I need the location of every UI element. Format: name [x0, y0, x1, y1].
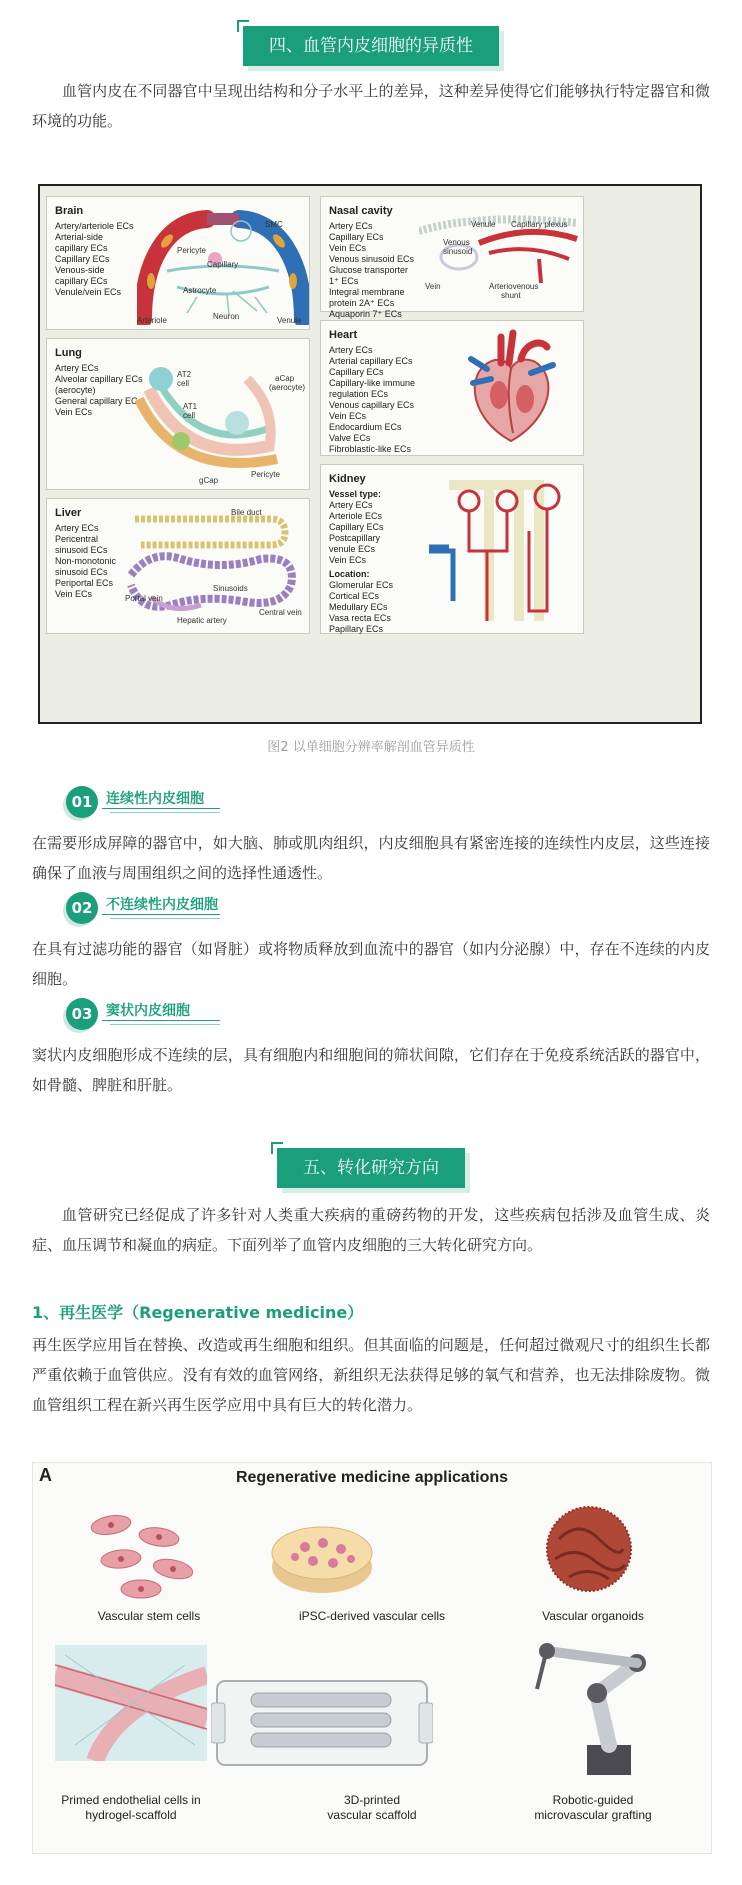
label-hydrogel-scaffold: Primed endothelial cells in hydrogel-scaffold	[61, 1793, 201, 1822]
nasal-label-venule: Venule	[471, 220, 496, 229]
lung-label-at2b: cell	[177, 379, 190, 388]
regen-title: 1、再生医学（Regenerative medicine）	[32, 1303, 364, 1322]
type-02-title: 不连续性内皮细胞	[106, 897, 218, 913]
lung-label-at2a: AT2	[177, 370, 192, 379]
section4-title: 四、血管内皮细胞的异质性	[243, 26, 499, 66]
robotic-arm-illustration	[517, 1633, 667, 1783]
section5-intro: 血管研究已经促成了许多针对人类重大疾病的重磅药物的开发，这些疾病包括涉及血管生成、炎症、血压调节和凝血的病症。下面列举了血管内皮细胞的三大转化研究方向。	[32, 1206, 710, 1254]
label-vascular-organoids: Vascular organoids	[542, 1609, 644, 1623]
panel-lung	[46, 338, 310, 490]
type-02-underline	[102, 914, 220, 915]
brain-label-venule: Venule	[277, 316, 302, 325]
heart-illustration	[461, 329, 561, 449]
figure2-title: Regenerative medicine applications	[235, 1469, 509, 1486]
lung-label-at1a: AT1	[183, 402, 198, 411]
type-01-text: 在需要形成屏障的器官中，如大脑、肺或肌肉组织，内皮细胞具有紧密连接的连续性内皮层，这些连接确保了血液与周围组织之间的选择性通透性。	[32, 834, 710, 882]
liver-label-hepatic: Hepatic artery	[177, 616, 227, 625]
nasal-label-shunt1: Arteriovenous	[489, 282, 539, 291]
panel-nasal-list: Artery ECs Capillary ECs Vein ECs Venous sinusoid ECs Glucose transporter 1⁺ ECs Integral membrane protein 2A⁺ ECs Aquaporin 7⁺ ECs	[329, 221, 415, 319]
panel-heart-title: Heart	[329, 329, 358, 341]
nasal-label-shunt2: shunt	[501, 291, 521, 300]
nasal-vessels-illustration	[419, 203, 581, 307]
printed-scaffold-illustration	[211, 1673, 433, 1773]
section5-header-wrap	[0, 1148, 742, 1188]
panel-kidney	[320, 464, 584, 634]
type-03-header	[66, 998, 266, 1032]
kidney-vessel-type: Vessel type:	[329, 489, 382, 499]
kidney-list-vessels: Artery ECs Arteriole ECs Capillary ECs Postcapillary venule ECs Vein ECs	[329, 500, 384, 565]
label-ipsc-vascular-cells: iPSC-derived vascular cells	[298, 1609, 446, 1623]
liver-label-sinusoids: Sinusoids	[213, 584, 248, 593]
lung-label-acap2: (aerocyte)	[269, 383, 306, 392]
lung-alveolus-illustration	[127, 349, 307, 487]
panel-lung-list: Artery ECs Alveolar capillary ECs (aerocyte) General capillary ECs Vein ECs	[55, 363, 143, 417]
liver-label-central: Central vein	[259, 608, 302, 617]
organoid-illustration	[539, 1499, 639, 1599]
kidney-location: Location:	[329, 569, 370, 579]
panel-brain-title: Brain	[55, 205, 84, 217]
panel-kidney-title: Kidney	[329, 473, 366, 485]
type-02-header	[66, 892, 266, 926]
stem-cells-illustration	[81, 1503, 211, 1603]
panel-liver	[46, 498, 310, 634]
type-03-underline	[102, 1020, 220, 1021]
type-03-text: 窦状内皮细胞形成不连续的层，具有细胞内和细胞间的筛状间隙，它们存在于免疫系统活跃的器官中，如骨髓、脾脏和肝脏。	[32, 1046, 710, 1094]
brain-label-neuron: Neuron	[213, 312, 240, 321]
type-03-underline-secondary	[110, 1024, 220, 1025]
panel-lung-title: Lung	[55, 347, 82, 359]
type-02-number: 02	[66, 892, 98, 924]
brain-label-capillary: Capillary	[207, 260, 239, 269]
ipsc-dish-illustration	[267, 1497, 377, 1601]
nasal-label-vein: Vein	[425, 282, 441, 291]
panel-nasal-title: Nasal cavity	[329, 205, 393, 217]
hydrogel-scaffold-illustration	[55, 1645, 207, 1761]
type-02-text: 在具有过滤功能的器官（如肾脏）或将物质释放到血流中的器官（如内分泌腺）中，存在不连续的内皮细胞。	[32, 940, 710, 988]
liver-lobule-illustration	[121, 505, 307, 629]
lung-label-acap1: aCap	[275, 374, 295, 383]
panel-brain	[46, 196, 310, 330]
type-01-number: 01	[66, 786, 98, 818]
liver-label-portal: Portal vein	[125, 594, 163, 603]
kidney-list-location: Glomerular ECs Cortical ECs Medullary ECs Vasa recta ECs Papillary ECs	[329, 580, 394, 634]
panel-liver-title: Liver	[55, 507, 82, 519]
figure2-letter: A	[39, 1465, 52, 1485]
figure1-caption: 图2 以单细胞分辨率解剖血管异质性	[267, 740, 475, 755]
type-01-underline-secondary	[110, 812, 220, 813]
brain-vessels-illustration	[137, 201, 309, 325]
regen-text: 再生医学应用旨在替换、改造或再生细胞和组织。但其面临的问题是，任何超过微观尺寸的组织生长都严重依赖于血管供应。没有有效的血管网络，新组织无法获得足够的氧气和营养，也无法排除废物。微血管组织工程在新兴再生医学应用中具有巨大的转化潜力。	[32, 1336, 710, 1414]
panel-heart-list: Artery ECs Arterial capillary ECs Capillary ECs Capillary-like immune regulation ECs Venous capillary ECs Vein ECs Endocardium ECs Valve ECs Fibroblastic-like ECs	[329, 345, 416, 454]
type-02-underline-secondary	[110, 918, 220, 919]
brain-label-pericyte: Pericyte	[177, 246, 206, 255]
type-03-title: 窦状内皮细胞	[106, 1003, 190, 1019]
label-vascular-stem-cells: Vascular stem cells	[97, 1609, 201, 1623]
lung-label-gcap: gCap	[199, 476, 219, 485]
type-03-number: 03	[66, 998, 98, 1030]
kidney-nephron-illustration	[429, 471, 579, 629]
brain-label-astrocyte: Astrocyte	[183, 286, 217, 295]
panel-brain-list: Artery/arteriole ECs Arterial-side capillary ECs Capillary ECs Venous-side capillary ECs Venule/vein ECs	[55, 221, 134, 297]
panel-heart	[320, 320, 584, 456]
panel-liver-list: Artery ECs Pericentral sinusoid ECs Non-monotonic sinusoid ECs Periportal ECs Vein ECs	[55, 523, 117, 599]
nasal-label-sinusoid2: sinusoid	[443, 247, 473, 256]
section5-title: 五、转化研究方向	[277, 1148, 465, 1188]
section4-header-wrap	[0, 26, 742, 66]
figure-vascular-heterogeneity	[38, 184, 702, 724]
nasal-label-sinusoid1: Venous	[443, 238, 470, 247]
figure-regenerative-applications	[32, 1462, 712, 1854]
brain-label-smc: SMC	[265, 220, 283, 229]
liver-label-bile: Bile duct	[231, 508, 262, 517]
nasal-label-plexus: Capillary plexus	[511, 220, 568, 229]
type-01-header	[66, 786, 266, 820]
section4-intro: 血管内皮在不同器官中呈现出结构和分子水平上的差异，这种差异使得它们能够执行特定器官和微环境的功能。	[32, 82, 710, 130]
panel-nasal	[320, 196, 584, 319]
type-01-underline	[102, 808, 220, 809]
label-3d-printed-scaffold: 3D-printed vascular scaffold	[327, 1793, 417, 1822]
lung-label-pericyte: Pericyte	[251, 470, 280, 479]
type-01-title: 连续性内皮细胞	[106, 791, 204, 807]
lung-label-at1b: cell	[183, 411, 196, 420]
brain-label-arteriole: Arteriole	[137, 316, 167, 325]
label-robotic-grafting: Robotic-guided microvascular grafting	[534, 1793, 652, 1822]
